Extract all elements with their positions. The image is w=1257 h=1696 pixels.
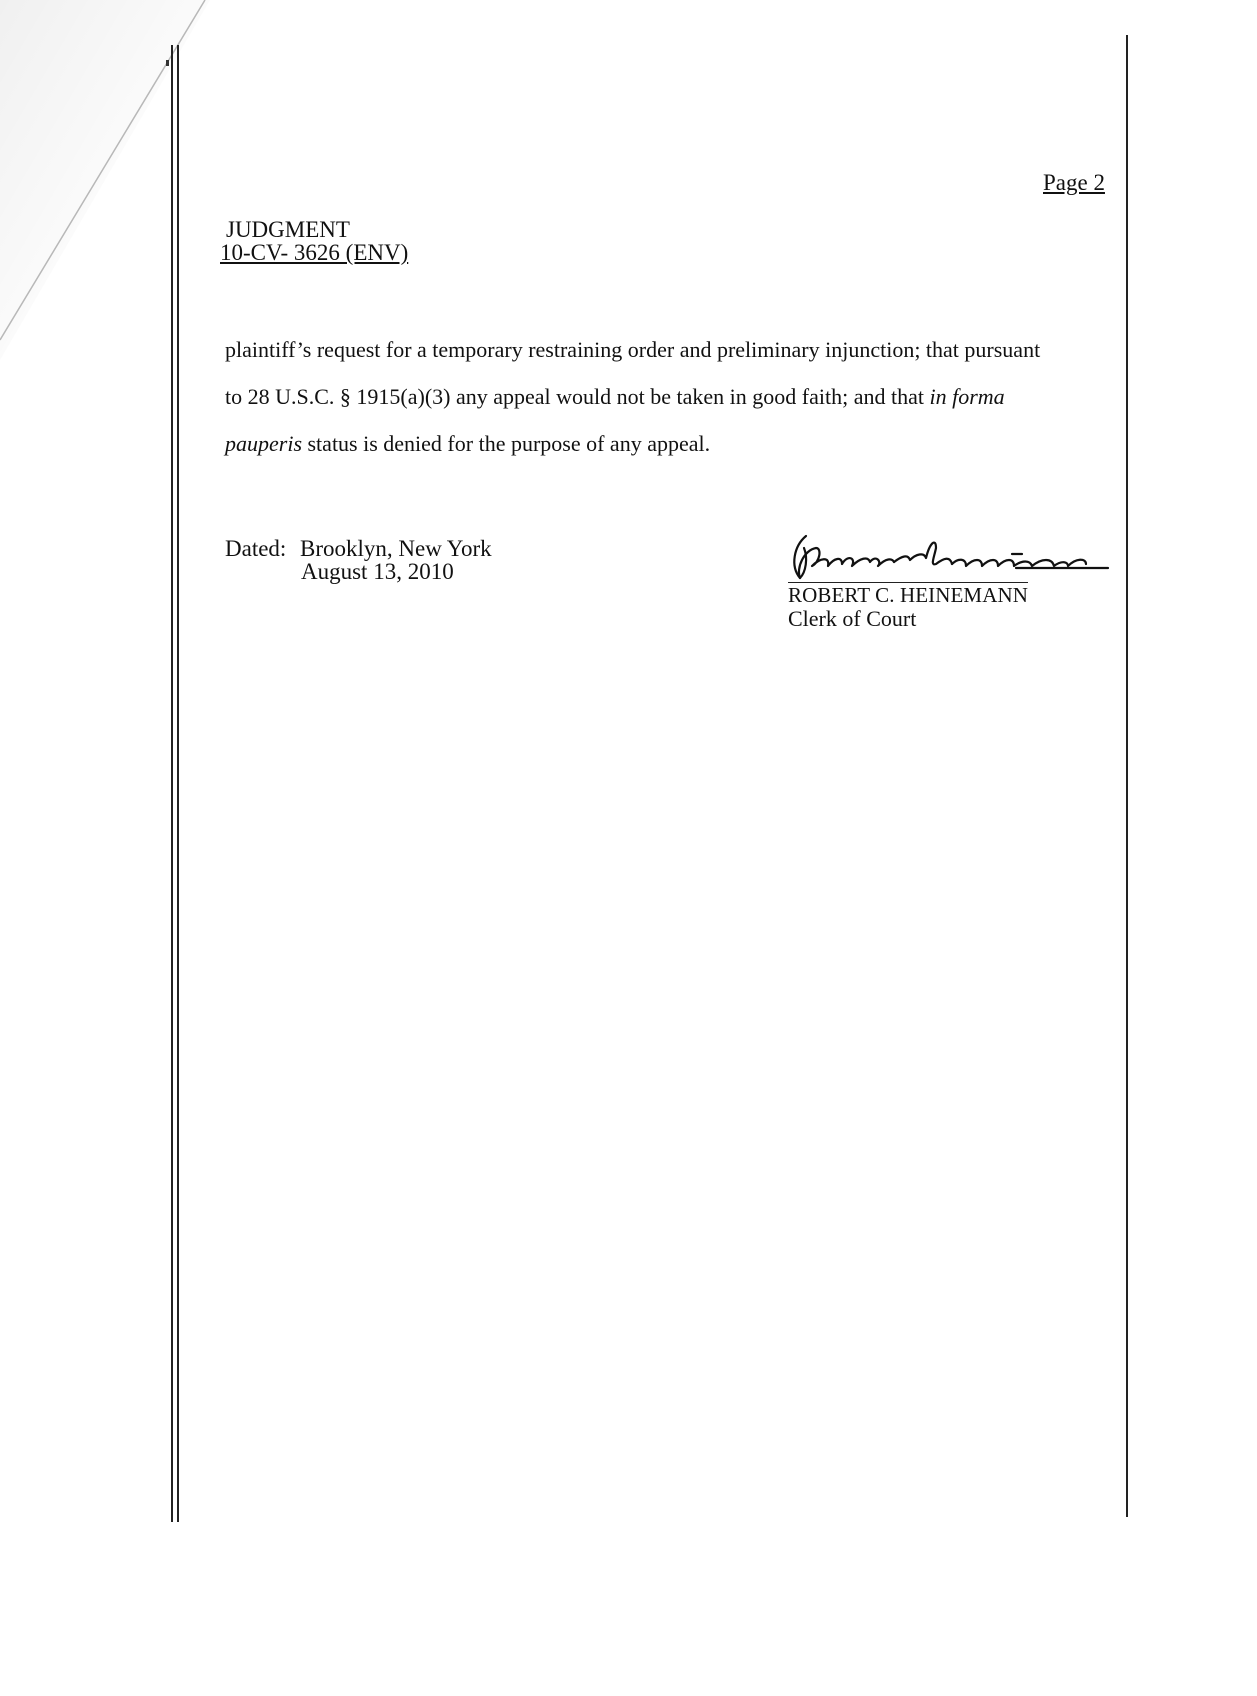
document-title: JUDGMENT: [226, 217, 350, 242]
body-text-run: to 28 U.S.C. § 1915(a)(3) any appeal would not be taken in good faith; and that: [225, 384, 930, 409]
body-text-run: status is denied for the purpose of any appeal.: [302, 431, 711, 456]
body-italic-run: pauperis: [225, 431, 302, 456]
judgment-body: [225, 326, 1125, 467]
body-line: [225, 373, 1125, 420]
body-line: [225, 420, 1125, 467]
right-margin-rule: [1126, 35, 1128, 1517]
handwritten-signature: [786, 528, 1116, 588]
left-margin-rule-inner: [177, 45, 179, 1522]
dated-label: Dated:: [225, 536, 287, 561]
signatory-title: Clerk of Court: [788, 606, 917, 631]
margin-mark: [166, 60, 169, 66]
page-number: Page 2: [1043, 170, 1105, 195]
signatory-name: ROBERT C. HEINEMANN: [788, 583, 1029, 607]
case-number: 10-CV- 3626 (ENV): [220, 240, 409, 265]
dated-date: August 13, 2010: [301, 559, 454, 584]
left-margin-rule: [171, 45, 173, 1522]
body-line: plaintiff’s request for a temporary restraining order and preliminary injunction; that pursuant: [225, 337, 1041, 362]
body-italic-run: in forma: [929, 384, 1005, 409]
dated-place: Brooklyn, New York: [300, 536, 492, 561]
